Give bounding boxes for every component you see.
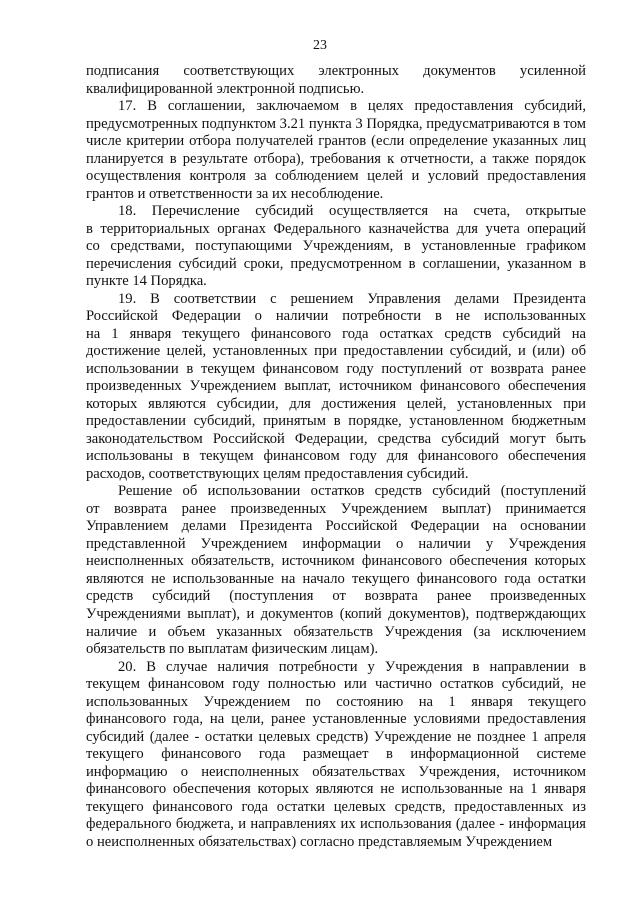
text-line: финансового обеспечения которых являются не использованные на 1 января <box>86 781 586 798</box>
text-line: грантов и ответственности за их несоблюдение. <box>86 185 384 202</box>
text-line: текущего финансового года остатки целевых средств, предоставленных из <box>86 798 586 815</box>
text-line: осуществления контроля за соблюдением целей и условий предоставления <box>86 168 586 185</box>
text-line: числе критерии отбора получателей грантов (если определение указанных лиц <box>86 133 586 150</box>
paragraph <box>86 659 586 852</box>
text-line: Российской Федерации о наличии потребности в не использованных <box>86 308 586 325</box>
text-line: пункте 14 Порядка. <box>86 273 207 290</box>
text-line: 20. В случае наличия потребности у Учреждения в направлении в <box>118 658 586 675</box>
text-line: о неисполненных обязательствах) согласно представляемым Учреждением <box>86 833 553 850</box>
text-line: Решение об использовании остатков средств субсидий (поступлений <box>118 483 586 500</box>
page-number: 23 <box>313 38 327 53</box>
text-line: неисполненных обязательств, источником финансового обеспечения которых <box>86 553 586 570</box>
paragraph <box>86 291 586 484</box>
text-line: законодательством Российской Федерации, средства субсидий могут быть <box>86 430 586 447</box>
text-line: которых являются субсидии, для достижения целей, установленных при <box>86 395 586 412</box>
text-line: финансового года, на цели, ранее установленные условиями предоставления <box>86 711 586 728</box>
text-line: федерального бюджета, и направлениях их использования (далее - информация <box>86 816 586 833</box>
text-line: средств субсидий (поступления от возврата ранее произведенных <box>86 588 586 605</box>
text-line: произведенных Учреждением выплат, источником финансового обеспечения <box>86 378 586 395</box>
text-line: являются не использованные на начало текущего финансового года остатки <box>86 570 586 587</box>
text-line: представленной Учреждением информации о наличии у Учреждения <box>86 535 586 552</box>
paragraph <box>86 483 586 658</box>
paragraph <box>86 63 586 98</box>
text-line: предусмотренных подпунктом 3.21 пункта 3 Порядка, предусматриваются в том <box>86 115 586 132</box>
text-line: текущем финансовом году полностью или частично остатков субсидий, не <box>86 676 586 693</box>
text-line: Учреждениями выплат), и документов (копий документов), подтверждающих <box>86 605 586 622</box>
text-line: подписания соответствующих электронных документов усиленной <box>86 63 586 79</box>
text-line: использованных Учреждением по состоянию на 1 января текущего <box>86 693 586 710</box>
paragraph <box>86 203 586 291</box>
text-line: расходов, соответствующих целям предоставления субсидий. <box>86 465 469 482</box>
text-line: перечисления субсидий сроки, предусмотренном в соглашении, указанном в <box>86 255 586 272</box>
text-line: со средствами, поступающими Учреждениям, в установленные графиком <box>86 238 586 255</box>
text-line: наличие и объем указанных обязательств Учреждения (за исключением <box>86 623 586 640</box>
text-line: в территориальных органах Федерального казначейства для учета операций <box>86 220 586 237</box>
text-line: от возврата ранее произведенных Учреждением выплат) принимается <box>86 500 586 517</box>
paragraph <box>86 98 586 203</box>
text-line: текущего финансового года размещает в информационной системе <box>86 746 586 763</box>
text-line: субсидий (далее - остатки целевых средств) Учреждение не позднее 1 апреля <box>86 728 586 745</box>
text-line: достижение целей, установленных при предоставлении субсидий, и (или) об <box>86 343 586 360</box>
document-body <box>86 63 586 851</box>
text-line: использовании в текущем финансовом году поступлений от возврата ранее <box>86 360 586 377</box>
text-line: 17. В соглашении, заключаемом в целях предоставления субсидий, <box>118 98 586 115</box>
text-line: информацию о неисполненных обязательствах Учреждения, источником <box>86 763 586 780</box>
text-line: квалифицированной электронной подписью. <box>86 80 365 97</box>
text-line: Управлением делами Президента Российской Федерации на основании <box>86 518 586 535</box>
text-line: обязательств по выплатам физическим лицам). <box>86 641 379 658</box>
text-line: использованы в текущем финансовом году для финансового обеспечения <box>86 448 586 465</box>
text-line: 19. В соответствии с решением Управления делами Президента <box>118 290 586 307</box>
text-line: планируется в результате отбора), требования к отчетности, а также порядок <box>86 150 586 167</box>
text-line: 18. Перечисление субсидий осуществляется на счета, открытые <box>118 203 586 220</box>
text-line: на 1 января текущего финансового года остатках средств субсидий на <box>86 325 586 342</box>
text-line: предоставлении субсидий, принятым в порядке, установленном бюджетным <box>86 413 586 430</box>
